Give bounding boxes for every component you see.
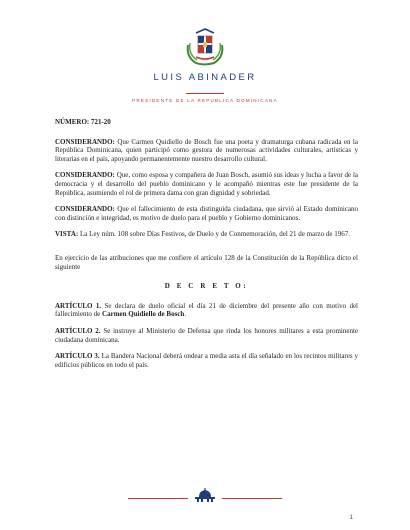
footer: [0, 488, 410, 508]
article-1-name: Carmen Quidiello de Bosch: [102, 310, 185, 319]
considerando-3-head: CONSIDERANDO:: [55, 205, 115, 214]
decree-number: NÚMERO: 721-20: [55, 118, 111, 126]
vista: [55, 230, 358, 239]
article-2-head: ARTÍCULO 2.: [55, 326, 101, 335]
considerando-2: [55, 171, 358, 197]
considerando-3-text: Que el fallecimiento de esta distinguida ciudadana, que sirvió al Estado dominicano con distinción e integridad, es motivo de duelo para el pueblo y Gobierno dominicanos.: [55, 205, 358, 222]
considerando-2-text: Que, como esposa y compañera de Juan Bosch, asumió sus ideas y lucha a favor de la democracia y el desarrollo del pueblo dominicano y le acompañó mientras este fue presidente de la República, asumiendo el rol de primera dama con gran dignidad y sobriedad.: [55, 171, 358, 197]
article-2: [55, 327, 358, 344]
considerando-1-head: CONSIDERANDO:: [55, 137, 115, 146]
article-3-head: ARTÍCULO 3.: [55, 352, 100, 361]
article-2-text: Se instruye al Ministerio de Defensa que rinda los honores militares a esta prominente ciudadana dominicana.: [55, 326, 359, 344]
article-1-text-b: .: [184, 310, 187, 319]
footer-line-left: [128, 498, 188, 499]
considerando-2-head: CONSIDERANDO:: [55, 171, 115, 180]
president-title: PRESIDENTE DE LA REPÚBLICA DOMINICANA: [132, 98, 278, 103]
president-name: LUIS ABINADER: [153, 72, 257, 83]
article-3: [55, 352, 358, 369]
article-1: [55, 302, 358, 319]
coat-of-arms-icon: [184, 27, 226, 67]
decreto-heading: D E C R E T O:: [164, 282, 249, 291]
decree-body: [55, 110, 358, 369]
considerando-3: [55, 205, 358, 222]
article-1-head: ARTÍCULO 1.: [55, 301, 102, 310]
considerando-1-text: Que Carmen Quidiello de Bosch fue una poeta y dramaturga cubana radicada en la República Dominicana, quien participó como gestora de numerosas actividades culturales, artísticas y literarias en el país, apoyando permanentemente nuestro desarrollo cultural.: [55, 137, 358, 163]
footer-line-right: [222, 498, 282, 499]
vista-text: La Ley núm. 108 sobre Días Festivos, de Duelo y de Conmemoración, del 21 de marzo de 1967.: [78, 230, 350, 239]
page-number: 1: [349, 515, 353, 521]
article-1-text-a: Se declara de duelo oficial el día 21 de diciembre del presente año con motivo del fallecimiento de: [55, 301, 358, 319]
vista-head: VISTA:: [55, 230, 79, 239]
palace-icon: [191, 488, 219, 502]
preamble: En ejercicio de las atribuciones que me confiere el artículo 128 de la Constitución de la República dicto el siguiente: [55, 253, 358, 271]
header-divider: [186, 93, 224, 94]
article-3-text: La Bandera Nacional deberá ondear a media asta el día señalado en los recintos militares y edificios públicos en todo el país.: [55, 352, 359, 369]
considerando-1: [55, 138, 358, 164]
